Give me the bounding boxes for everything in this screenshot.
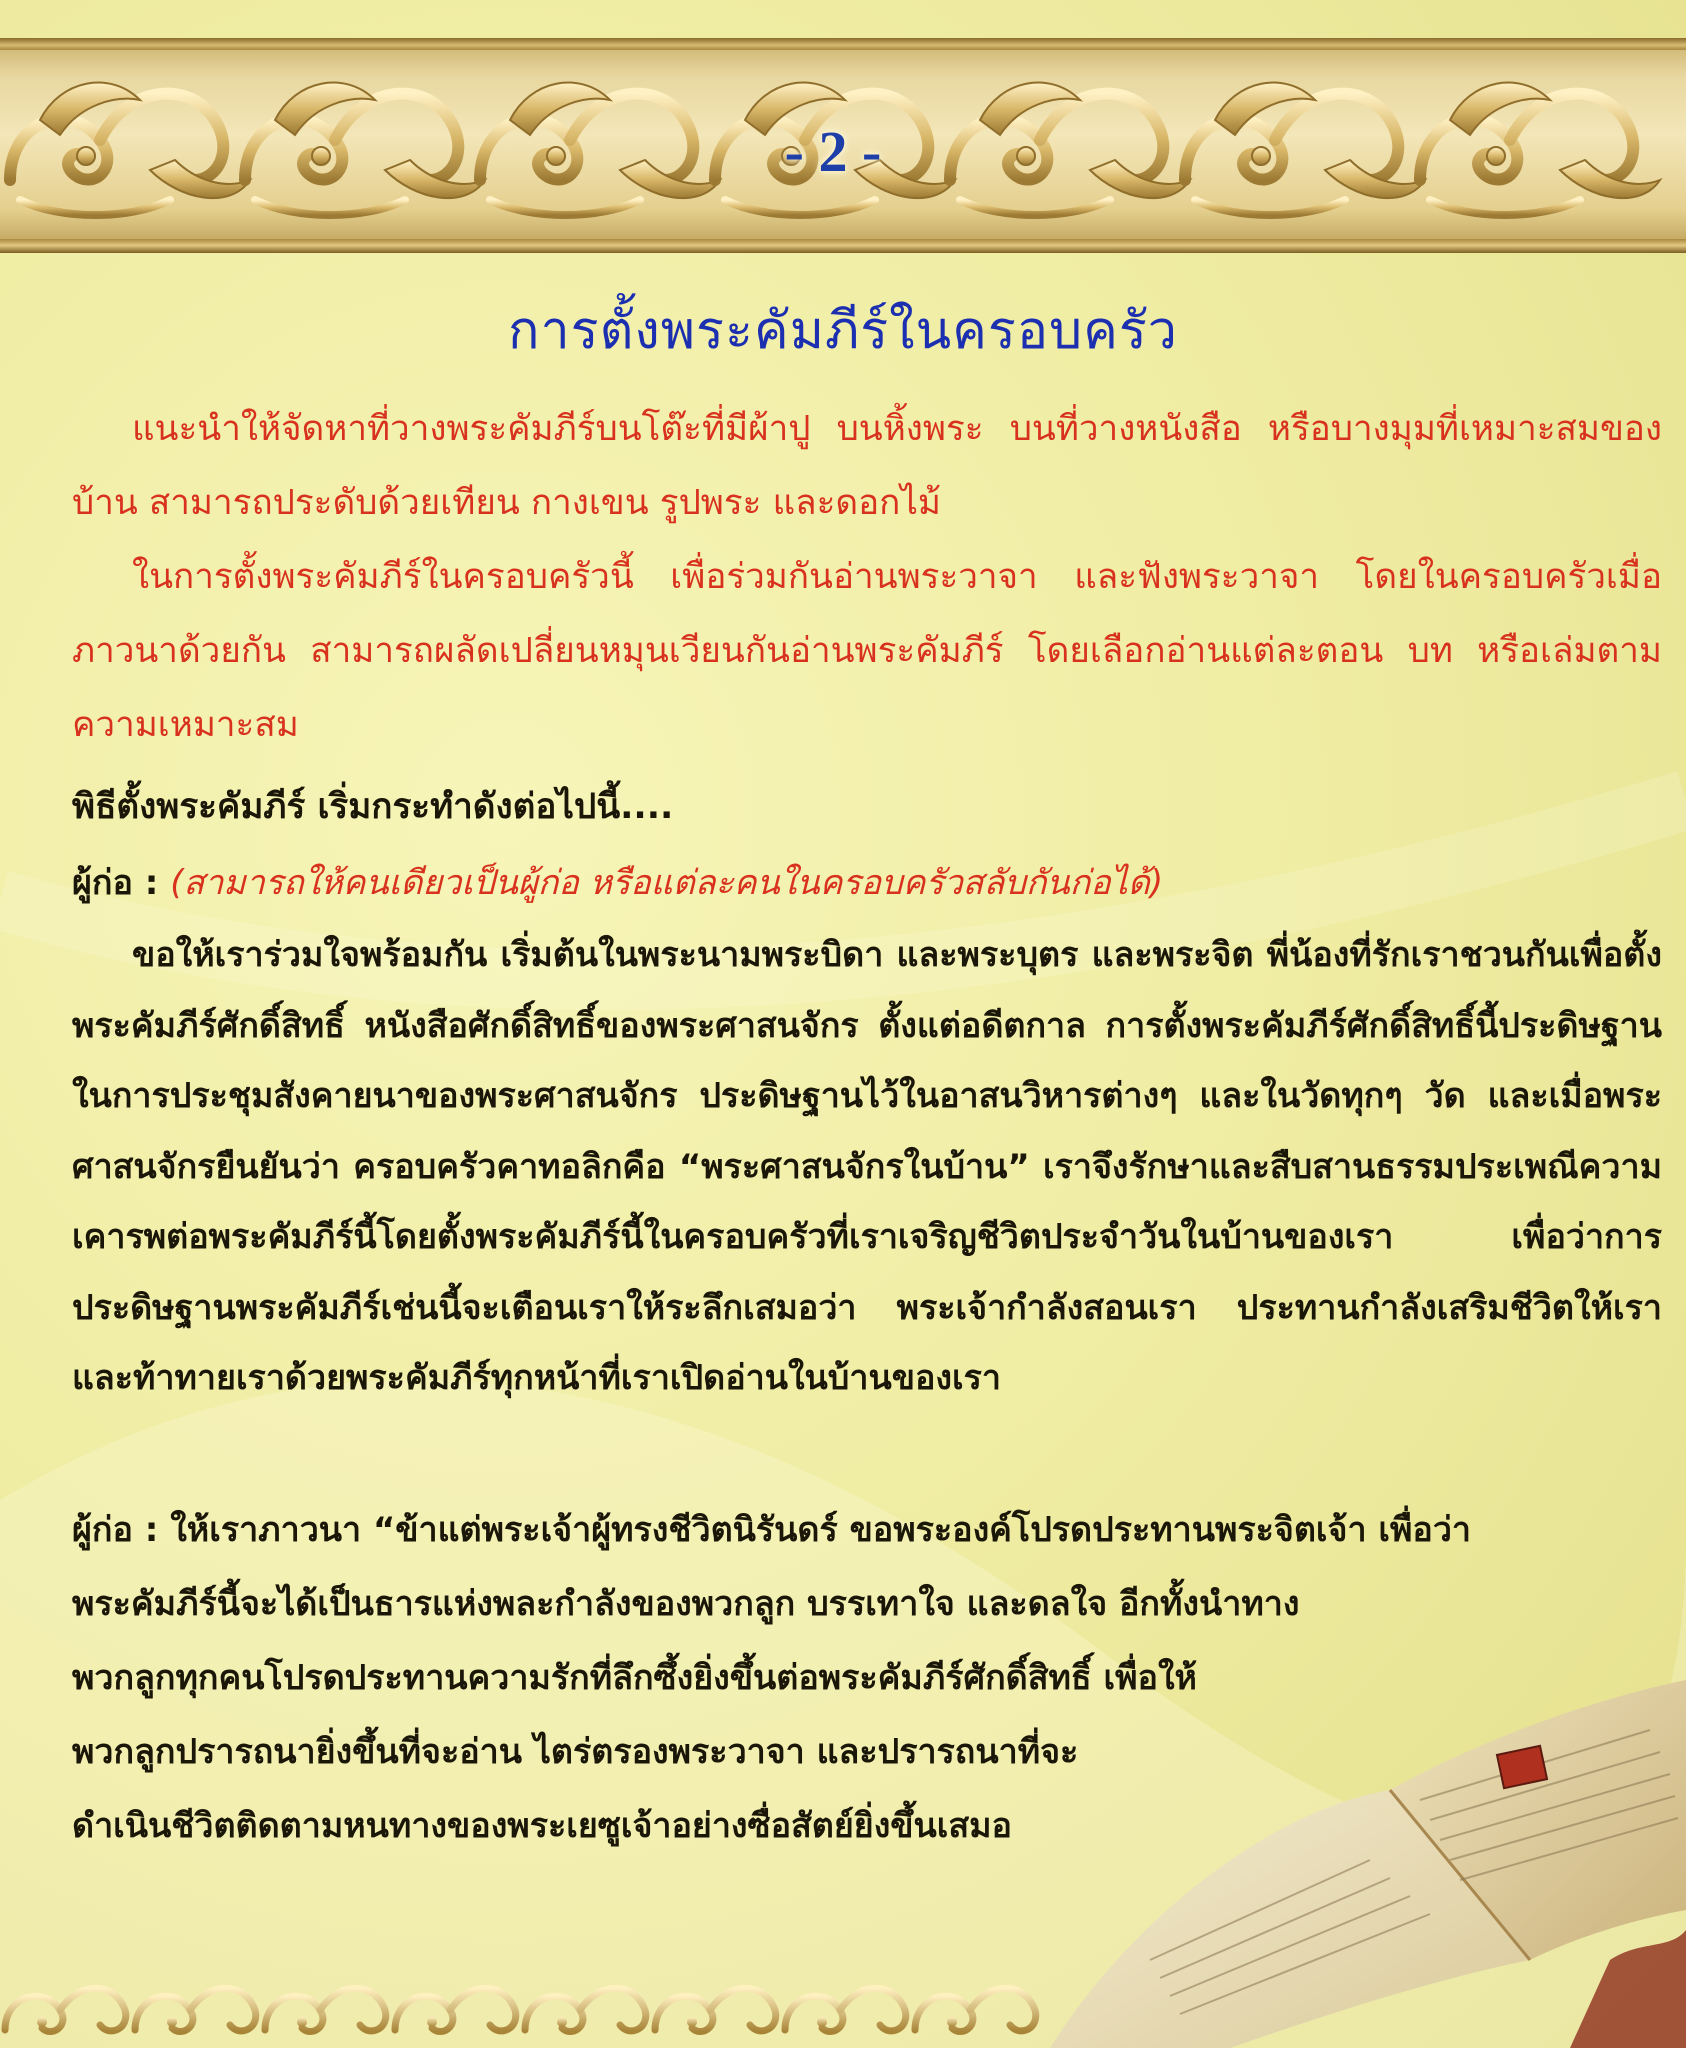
- intro-paragraph-1: แนะนำให้จัดหาที่วางพระคัมภีร์บนโต๊ะที่มีผ้าปู บนหิ้งพระ บนที่วางหนังสือ หรือบางมุมที่เหมาะสมของบ้าน สามารถประดับด้วยเทียน กางเขน รูปพระ และดอกไม้: [72, 409, 1662, 523]
- leader-label: ผู้ก่อ :: [72, 863, 171, 903]
- page-number: - 2 -: [784, 119, 882, 184]
- band-bottom-rule: [0, 239, 1686, 253]
- prayer-line: พระคัมภีร์นี้จะได้เป็นธารแห่งพละกำลังของพวกลูก บรรเทาใจ และดลใจ อีกทั้งนำทาง: [72, 1584, 1300, 1624]
- leader-instruction: [72, 846, 1662, 920]
- intro-paragraph-2: ในการตั้งพระคัมภีร์ในครอบครัวนี้ เพื่อร่วมกันอ่านพระวาจา และฟังพระวาจา โดยในครอบครัวเมื่อภาวนาด้วยกัน สามารถผลัดเปลี่ยนหมุนเวียนกันอ่านพระคัมภีร์ โดยเลือกอ่านแต่ละตอน บท หรือเล่มตามความเหมาะสม: [72, 557, 1662, 745]
- prayer-line: ดำเนินชีวิตติดตามหนทางของพระเยซูเจ้าอย่างซื่อสัตย์ยิ่งขึ้นเสมอ: [72, 1806, 1012, 1846]
- page-title: การตั้งพระคัมภีร์ในครอบครัว: [508, 302, 1178, 360]
- prayer-line: ผู้ก่อ : ให้เราภาวนา “ข้าแต่พระเจ้าผู้ทรงชีวิตนิรันดร์ ขอพระองค์โปรดประทานพระจิตเจ้า เพื่อว่า: [72, 1510, 1472, 1550]
- band-top-rule: [0, 38, 1686, 50]
- prayer-line: พวกลูกปรารถนายิ่งขึ้นที่จะอ่าน ไตร่ตรองพระวาจา และปรารถนาที่จะ: [72, 1732, 1079, 1772]
- leader-note: (สามารถให้คนเดียวเป็นผู้ก่อ หรือแต่ละคนในครอบครัวสลับกันก่อได้): [170, 863, 1164, 903]
- ritual-body-paragraph: ขอให้เราร่วมใจพร้อมกัน เริ่มต้นในพระนามพระบิดา และพระบุตร และพระจิต พี่น้องที่รักเราชวนกันเพื่อตั้งพระคัมภีร์ศักดิ์สิทธิ์ หนังสือศักดิ์สิทธิ์ของพระศาสนจักร ตั้งแต่อดีตกาล การตั้งพระคัมภีร์ศักดิ์สิทธิ์นี้ประดิษฐานในการประชุมสังคายนาของพระศาสนจักร ประดิษฐานไว้ในอาสนวิหารต่างๆ และในวัดทุกๆ วัด และเมื่อพระศาสนจักรยืนยันว่า ครอบครัวคาทอลิกคือ “พระศาสนจักรในบ้าน” เราจึงรักษาและสืบสานธรรมประเพณีความเคารพต่อพระคัมภีร์นี้โดยตั้งพระคัมภีร์นี้ในครอบครัวที่เราเจริญชีวิตประจำวันในบ้านของเรา เพื่อว่าการประดิษฐานพระคัมภีร์เช่นนี้จะเตือนเราให้ระลึกเสมอว่า พระเจ้ากำลังสอนเรา ประทานกำลังเสริมชีวิตให้เราและท้าทายเราด้วยพระคัมภีร์ทุกหน้าที่เราเปิดอ่านในบ้านของเรา: [72, 935, 1662, 1398]
- prayer-line: พวกลูกทุกคนโปรดประทานความรักที่ลึกซึ้งยิ่งขึ้นต่อพระคัมภีร์ศักดิ์สิทธิ์ เพื่อให้: [72, 1658, 1197, 1698]
- ritual-heading: พิธีตั้งพระคัมภีร์ เริ่มกระทำดังต่อไปนี้....: [72, 787, 674, 827]
- bottom-ornamental-border: [0, 1965, 1686, 2048]
